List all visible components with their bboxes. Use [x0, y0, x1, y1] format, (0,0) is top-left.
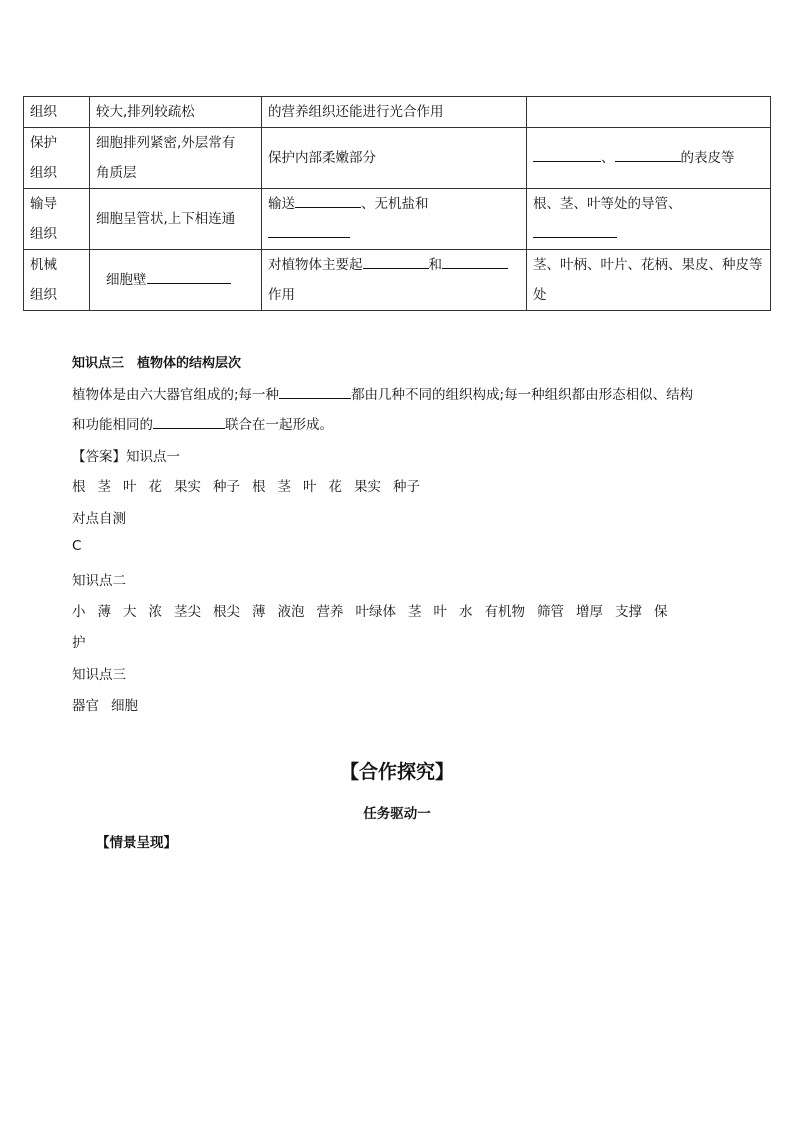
tissue-location-cell [527, 250, 771, 311]
answer-token: 筛管 [537, 604, 564, 620]
fill-blank[interactable] [363, 253, 429, 269]
k2-label: 知识点二 [72, 573, 126, 589]
fill-blank[interactable] [533, 146, 601, 162]
answer-token: 液泡 [277, 604, 305, 620]
paragraph [72, 383, 693, 403]
paragraph-text: 联合在一起形成。 [225, 417, 333, 433]
answer-token: 增厚 [576, 604, 603, 620]
tissue-feature: 较大,排列较疏松 [96, 104, 195, 120]
tissue-feature: 角质层 [96, 165, 137, 181]
self-test-label: 对点自测 [72, 511, 126, 527]
answer-token: 种子 [213, 479, 240, 495]
tissue-function-cell [262, 189, 527, 250]
tissue-table [23, 96, 771, 311]
tissue-function-cell [262, 97, 527, 128]
tissue-name-cell [24, 97, 90, 128]
tissue-function: 、无机盐和 [361, 196, 429, 212]
answer-token: 花 [148, 479, 162, 495]
paragraph-text: 植物体是由六大器官组成的;每一种 [72, 387, 280, 403]
table-row [24, 97, 771, 128]
fill-blank[interactable] [615, 146, 681, 162]
tissue-function-cell [262, 128, 527, 189]
answer-token: 大 [123, 604, 137, 620]
tissue-feature-cell [90, 128, 262, 189]
answer-token: 叶 [303, 479, 317, 495]
answer-token: 薄 [97, 604, 111, 620]
fill-blank[interactable] [295, 192, 361, 208]
answer-tokens-k2 [72, 600, 680, 620]
tissue-name: 组织 [30, 287, 57, 303]
answer-token: 果实 [174, 479, 201, 495]
fill-blank[interactable] [533, 222, 617, 238]
answer-token: 浓 [148, 604, 162, 620]
answer-token: 保 [654, 604, 668, 620]
k3-label: 知识点三 [72, 667, 126, 683]
tissue-name-cell [24, 250, 90, 311]
answer-token: 有机物 [484, 604, 525, 620]
tissue-name: 组织 [30, 104, 57, 120]
answer-token: 小 [72, 604, 86, 620]
tissue-function: 的营养组织还能进行光合作用 [268, 104, 444, 120]
tissue-feature-cell [90, 97, 262, 128]
tissue-location: 茎、叶柄、叶片、花柄、果皮、种皮等 [533, 257, 763, 273]
answer-token: 茎尖 [174, 604, 201, 620]
section-heading: 知识点三 植物体的结构层次 [72, 356, 242, 371]
tissue-name: 组织 [30, 165, 57, 181]
tissue-name-cell [24, 189, 90, 250]
tissue-name: 组织 [30, 226, 57, 242]
tissue-location-cell [527, 97, 771, 128]
answer-token: 薄 [252, 604, 266, 620]
tissue-location: 的表皮等 [680, 150, 735, 166]
tissue-function: 和 [428, 257, 442, 273]
fill-blank[interactable] [153, 413, 225, 429]
tissue-feature: 细胞排列紧密,外层常有 [96, 135, 236, 151]
fill-blank[interactable] [147, 268, 231, 284]
tissue-location: 、 [601, 150, 615, 166]
answer-token: 茎 [97, 479, 111, 495]
tissue-location: 处 [533, 287, 547, 303]
tissue-name: 保护 [30, 135, 57, 151]
tissue-location-cell [527, 128, 771, 189]
table-row [24, 250, 771, 311]
table-row [24, 189, 771, 250]
fill-blank[interactable] [268, 222, 350, 238]
tissue-feature-cell [90, 250, 262, 311]
answer-token: 根 [72, 479, 86, 495]
tissue-name: 输导 [30, 196, 57, 212]
answer-token: 根尖 [213, 604, 240, 620]
task-title: 任务驱动一 [363, 806, 431, 822]
answer-token: 水 [459, 604, 473, 620]
tissue-feature: 细胞呈管状,上下相连通 [96, 211, 236, 227]
tissue-function: 输送 [268, 196, 295, 212]
tissue-location: 根、茎、叶等处的导管、 [533, 196, 682, 212]
answer-token: 支撑 [615, 604, 642, 620]
cooperation-title: 【合作探究】 [339, 761, 454, 783]
answer-token: 茎 [277, 479, 291, 495]
fill-blank[interactable] [279, 383, 351, 399]
tissue-function: 保护内部柔嫩部分 [268, 150, 376, 166]
answer-token: 细胞 [111, 698, 138, 714]
tissue-function-cell [262, 250, 527, 311]
paragraph-text: 都由几种不同的组织构成;每一种组织都由形态相似、结构 [351, 387, 694, 403]
self-test-answer: C [72, 538, 82, 554]
answer-token: 护 [72, 635, 86, 651]
tissue-name-cell [24, 128, 90, 189]
answer-token: 叶 [433, 604, 447, 620]
answer-token: 根 [252, 479, 266, 495]
answer-tokens-k1 [72, 475, 432, 495]
paragraph-text: 和功能相同的 [72, 417, 153, 433]
answer-token: 器官 [72, 698, 99, 714]
tissue-feature-cell [90, 189, 262, 250]
answer-tokens-k3 [72, 694, 150, 714]
tissue-name: 机械 [30, 257, 57, 273]
paragraph [72, 413, 333, 433]
answer-token: 叶 [123, 479, 137, 495]
answer-token: 叶绿体 [355, 604, 396, 620]
scene-label: 【情景呈现】 [96, 835, 177, 851]
fill-blank[interactable] [442, 253, 508, 269]
answer-token: 果实 [354, 479, 381, 495]
tissue-function: 作用 [268, 287, 295, 303]
tissue-location-cell [527, 189, 771, 250]
tissue-feature: 细胞壁 [106, 272, 147, 288]
answer-label: 【答案】知识点一 [72, 449, 180, 465]
table-row [24, 128, 771, 189]
answer-token: 营养 [316, 604, 344, 620]
answer-token: 茎 [408, 604, 422, 620]
answer-token: 花 [328, 479, 342, 495]
answer-token: 种子 [393, 479, 420, 495]
tissue-function: 对植物体主要起 [268, 257, 363, 273]
